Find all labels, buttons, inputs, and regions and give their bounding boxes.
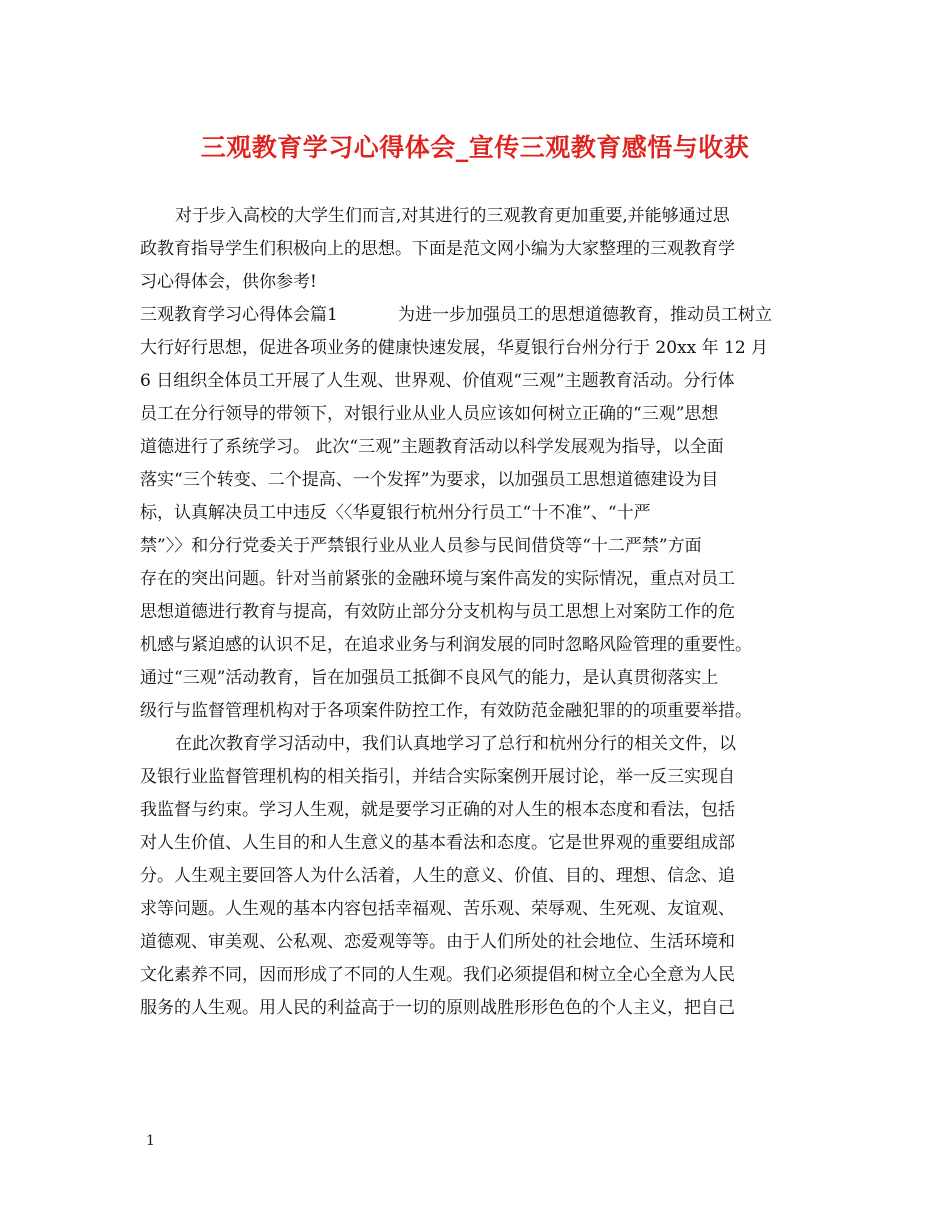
text-line: 标，认真解决员工中违反〈〈华夏银行杭州分行员工“十不准”、“十严 [140, 503, 651, 523]
text-line: 及银行业监督管理机构的相关指引，并结合实际案例开展讨论，举一反三实现自 [140, 767, 735, 787]
text-line: 大行好行思想，促进各项业务的健康快速发展，华夏银行台州分行于 20xx 年 12 月 [140, 338, 769, 358]
text-line: 求等问题。人生观的基本内容包括幸福观、苦乐观、荣辱观、生死观、友谊观、 [140, 899, 735, 919]
section-heading-line [140, 299, 820, 332]
text-line: 机感与紧迫感的认识不足，在追求业务与利润发展的同时忽略风险管理的重要性。 [140, 635, 752, 655]
text-line: 通过“三观”活动教育，旨在加强员工抵御不良风气的能力，是认真贯彻落实上 [140, 668, 719, 688]
text-line: 员工在分行领导的带领下，对银行业从业人员应该如何树立正确的“三观”思想 [140, 404, 719, 424]
text-line: 我监督与约束。学习人生观，就是要学习正确的对人生的根本态度和看法，包括 [140, 800, 735, 820]
text-line: 级行与监督管理机构对于各项案件防控工作，有效防范金融犯罪的的项重要举措。 [140, 701, 752, 721]
text-line: 6 日组织全体员工开展了人生观、世界观、价值观“三观”主题教育活动。分行体 [140, 371, 735, 391]
text-line: 禁”〉〉和分行党委关于严禁银行业从业人员参与民间借贷等“十二严禁”方面 [140, 536, 702, 556]
document-body [140, 200, 820, 1025]
text-line: 习心得体会，供你参考! [140, 272, 317, 292]
text-line: 对于步入高校的大学生们而言,对其进行的三观教育更加重要,并能够通过思 [175, 206, 730, 226]
text-line: 服务的人生观。用人民的利益高于一切的原则战胜形形色色的个人主义，把自己 [140, 998, 735, 1018]
text-line: 在此次教育学习活动中，我们认真地学习了总行和杭州分行的相关文件，以 [175, 734, 736, 754]
text-line: 为进一步加强员工的思想道德教育，推动员工树立 [398, 305, 772, 325]
text-line: 分。人生观主要回答人为什么活着，人生的意义、价值、目的、理想、信念、追 [140, 866, 735, 886]
text-line: 道德观、审美观、公私观、恋爱观等等。由于人们所处的社会地位、生活环境和 [140, 932, 735, 952]
text-line: 道德进行了系统学习。 此次“三观”主题教育活动以科学发展观为指导，以全面 [140, 437, 724, 457]
text-line: 落实“三个转变、二个提高、一个发挥”为要求，以加强员工思想道德建设为目 [140, 470, 719, 490]
text-line: 思想道德进行教育与提高，有效防止部分分支机构与员工思想上对案防工作的危 [140, 602, 735, 622]
text-line: 对人生价值、人生目的和人生意义的基本看法和态度。它是世界观的重要组成部 [140, 833, 735, 853]
text-line: 存在的突出问题。针对当前紧张的金融环境与案件高发的实际情况，重点对员工 [140, 569, 735, 589]
section-title: 三观教育学习心得体会篇1 [140, 305, 338, 325]
text-line: 政教育指导学生们积极向上的思想。下面是范文网小编为大家整理的三观教育学 [140, 239, 735, 259]
page-number: 1 [146, 1133, 155, 1149]
document-title: 三观教育学习心得体会_宣传三观教育感悟与收获 [200, 133, 750, 162]
text-line: 文化素养不同，因而形成了不同的人生观。我们必须提倡和树立全心全意为人民 [140, 965, 735, 985]
